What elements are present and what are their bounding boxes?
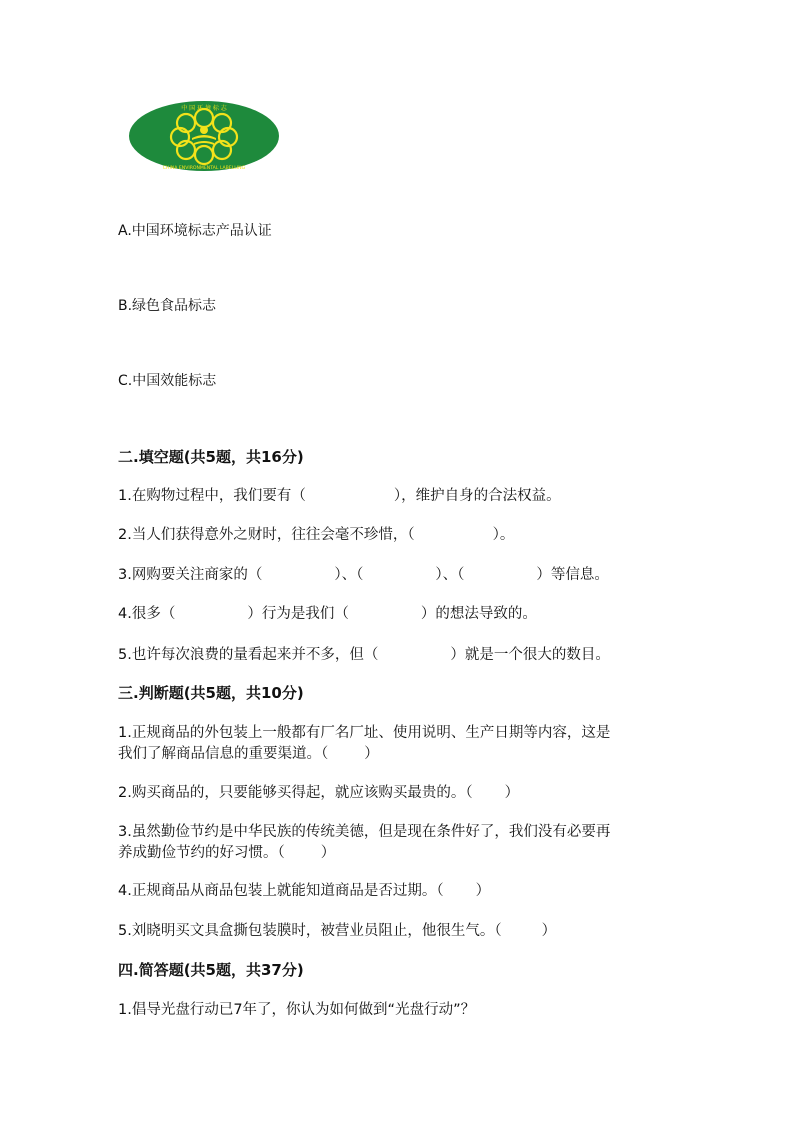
fill-question-2	[118, 525, 514, 545]
environmental-label-logo	[128, 100, 280, 172]
question-text: 养成勤俭节约的好习惯。（	[118, 845, 285, 861]
judge-question-2	[118, 783, 519, 803]
question-text: 我们了解商品信息的重要渠道。（	[118, 746, 329, 762]
section-title-short-answer: 四.简答题(共5题，共37分)	[118, 961, 304, 979]
question-text: 5.也许每次浪费的量看起来并不多，但（	[118, 647, 379, 663]
question-text: 4.很多（	[118, 606, 176, 622]
option-b: B.绿色食品标志	[118, 298, 217, 314]
question-text: 3.网购要关注商家的（	[118, 567, 263, 583]
question-text: ）	[475, 883, 491, 899]
question-text: ）、（	[334, 567, 364, 583]
question-text: ）的想法导致的。	[420, 606, 537, 622]
question-text: ）	[320, 845, 336, 861]
judge-question-3-line-2	[118, 843, 335, 863]
logo-top-text: 中 国 环 境 标 志	[181, 105, 227, 112]
judge-question-1-line-1: 1.正规商品的外包装上一般都有厂名厂址、使用说明、生产日期等内容，这是	[118, 725, 611, 741]
question-text: ）	[364, 746, 379, 762]
judge-question-1-line-2	[118, 744, 379, 764]
fill-question-5	[118, 645, 610, 665]
question-text: ）、（	[435, 567, 465, 583]
question-text: ）。	[492, 527, 515, 543]
option-a: A.中国环境标志产品认证	[118, 223, 272, 239]
judge-question-5	[118, 921, 556, 941]
judge-question-4	[118, 881, 490, 901]
question-text: ）就是一个很大的数目。	[450, 647, 610, 663]
question-text: ）	[504, 785, 520, 801]
section-title-true-false: 三.判断题(共5题，共10分)	[118, 684, 304, 702]
option-c: C.中国效能标志	[118, 373, 217, 389]
question-text: ）等信息。	[536, 567, 609, 583]
question-text: ）行为是我们（	[247, 606, 349, 622]
question-text: 2.购买商品的，只要能够买得起，就应该购买最贵的。（	[118, 785, 473, 801]
question-text: ）	[541, 923, 557, 939]
short-answer-question-1: 1.倡导光盘行动已7年了，你认为如何做到“光盘行动”？	[118, 1002, 476, 1018]
fill-question-1	[118, 486, 561, 506]
question-text: 4.正规商品从商品包装上就能知道商品是否过期。（	[118, 883, 444, 899]
question-text: 2.当人们获得意外之财时，往往会毫不珍惜，（	[118, 527, 415, 543]
judge-question-3-line-1: 3.虽然勤俭节约是中华民族的传统美德，但是现在条件好了，我们没有必要再	[118, 824, 611, 840]
question-text: ），维护自身的合法权益。	[393, 488, 561, 504]
fill-question-4	[118, 604, 537, 624]
question-text: 1.在购物过程中，我们要有（	[118, 488, 306, 504]
section-title-fill-in: 二.填空题(共5题，共16分)	[118, 448, 304, 466]
fill-question-3	[118, 565, 609, 585]
logo-bottom-text: CHINA ENVIRONMENTAL LABELLING	[162, 166, 246, 171]
question-text: 5.刘晓明买文具盒撕包装膜时，被营业员阻止，他很生气。（	[118, 923, 502, 939]
